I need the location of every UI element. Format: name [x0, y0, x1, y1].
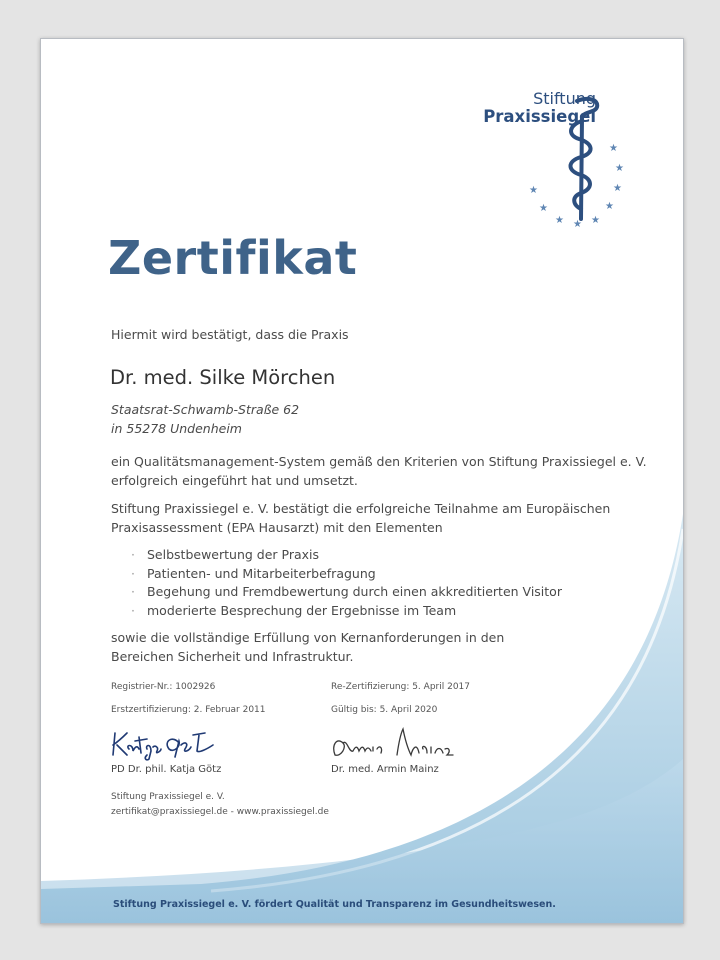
svg-text:★: ★ — [573, 219, 582, 230]
caduceus-with-stars-icon — [509, 89, 629, 237]
svg-text:★: ★ — [609, 143, 618, 154]
signatory-left-name: PD Dr. phil. Katja Götz — [111, 764, 222, 775]
svg-text:★: ★ — [615, 163, 624, 174]
list-item-text: Selbstbewertung der Praxis — [147, 547, 320, 562]
svg-text:★: ★ — [591, 215, 600, 226]
list-item — [131, 583, 562, 602]
paragraph-qms — [111, 452, 671, 490]
issuer-contact: zertifikat@praxissiegel.de - www.praxissiegel.de — [111, 807, 329, 817]
signature-armin-mainz — [327, 725, 457, 765]
paragraph-qms-line-2: erfolgreich eingeführt hat und umsetzt. — [111, 473, 358, 488]
address-street: Staatsrat-Schwamb-Straße 62 — [111, 402, 300, 417]
svg-text:★: ★ — [529, 185, 538, 196]
list-item-text: moderierte Besprechung der Ergebnisse im Team — [147, 602, 457, 618]
paragraph-core-line-2: Bereichen Sicherheit und Infrastruktur. — [111, 649, 354, 664]
registry-number: Registrier-Nr.: 1002926 — [111, 682, 216, 692]
paragraph-epa — [111, 499, 671, 537]
list-item-text: Patienten- und Mitarbeiterbefragung — [147, 565, 376, 581]
paragraph-epa-line-1: Stiftung Praxissiegel e. V. bestätigt die erfolgreiche Teilnahme am Europäischen — [111, 501, 611, 516]
issuer-name: Stiftung Praxissiegel e. V. — [111, 792, 225, 802]
certificate-sheet — [40, 38, 684, 924]
elements-list — [131, 546, 562, 620]
list-item — [131, 546, 562, 565]
list-item — [131, 565, 562, 584]
paragraph-core — [111, 628, 671, 666]
address-city: in 55278 Undenheim — [111, 421, 242, 436]
footer-slogan: Stiftung Praxissiegel e. V. fördert Qualität und Transparenz im Gesundheitswesen. — [113, 899, 556, 910]
svg-text:★: ★ — [613, 183, 622, 194]
paragraph-epa-line-2: Praxisassessment (EPA Hausarzt) mit den Elementen — [111, 520, 443, 535]
signature-katja-goetz — [109, 727, 229, 763]
paragraph-core-line-1: sowie die vollständige Erfüllung von Kernanforderungen in den — [111, 630, 505, 645]
recertification-date: Re-Zertifizierung: 5. April 2017 — [331, 682, 470, 692]
certificate-title: Zertifikat — [108, 231, 358, 285]
intro-text: Hiermit wird bestätigt, dass die Praxis — [111, 327, 349, 342]
practice-name: Dr. med. Silke Mörchen — [110, 366, 336, 389]
bullet-marker: · — [131, 602, 135, 618]
list-item — [131, 602, 562, 621]
svg-text:★: ★ — [539, 203, 548, 214]
bullet-marker: · — [131, 547, 135, 562]
signatory-right-name: Dr. med. Armin Mainz — [331, 764, 439, 775]
list-item-text: Begehung und Fremdbewertung durch einen akkreditierten Visitor — [147, 584, 562, 599]
bullet-marker: · — [131, 584, 135, 599]
first-certification-date: Erstzertifizierung: 2. Februar 2011 — [111, 705, 266, 715]
logo-line-1: Stiftung — [533, 89, 596, 108]
logo-line-2: Praxissiegel — [483, 106, 596, 126]
valid-until-date: Gültig bis: 5. April 2020 — [331, 705, 438, 715]
svg-text:★: ★ — [605, 201, 614, 212]
bullet-marker: · — [131, 565, 135, 581]
svg-text:★: ★ — [555, 215, 564, 226]
paragraph-qms-line-1: ein Qualitätsmanagement-System gemäß den Kriterien von Stiftung Praxissiegel e. V. — [111, 454, 647, 469]
